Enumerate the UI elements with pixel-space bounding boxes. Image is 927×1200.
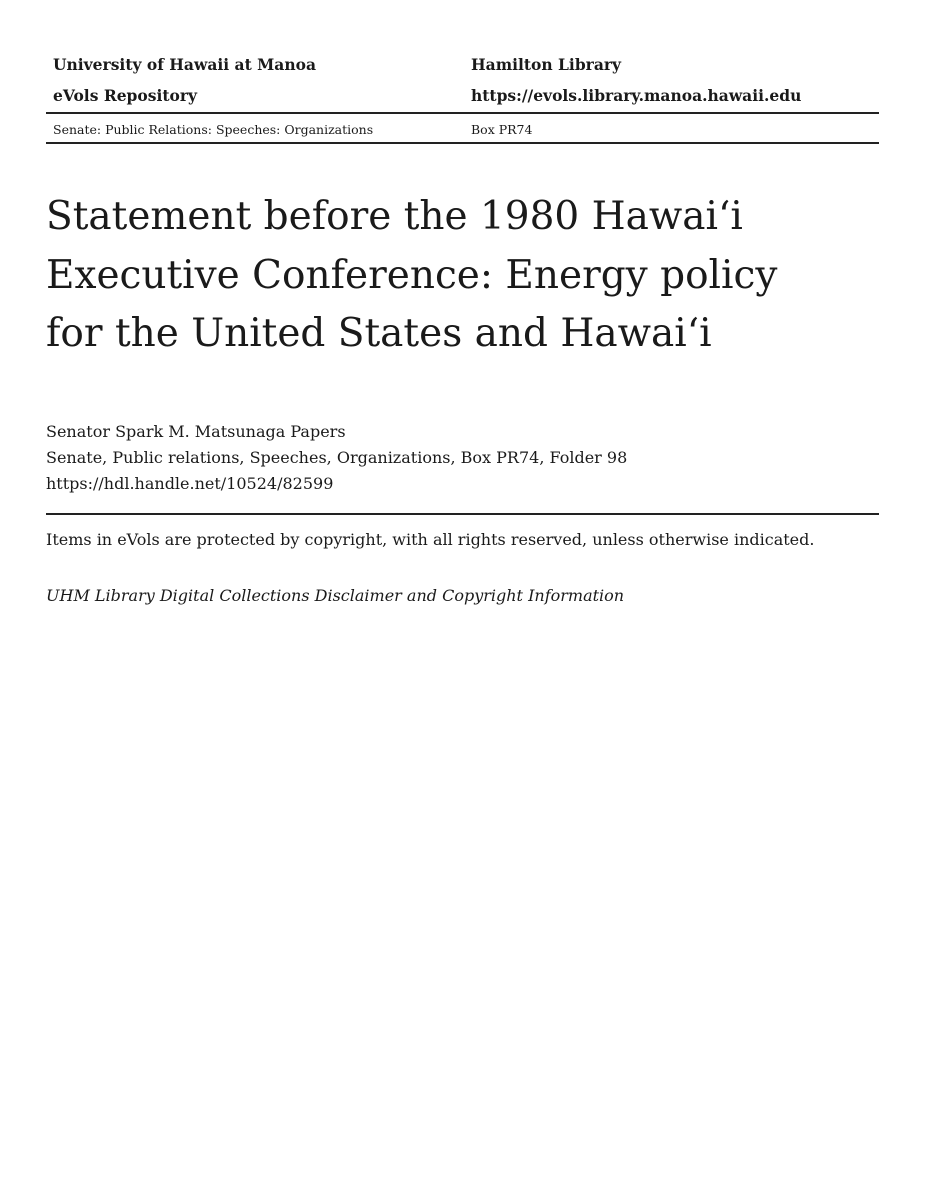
disclaimer-link[interactable]: UHM Library Digital Collections Disclaimer and Copyright Information xyxy=(46,586,625,605)
document-title: Statement before the 1980 Hawai‘i Executive Conference: Energy policy for the United States and Hawai‘i xyxy=(46,194,778,356)
collection-name: Senator Spark M. Matsunaga Papers xyxy=(46,422,346,441)
footer-divider xyxy=(46,513,879,515)
institution-name: University of Hawaii at Manoa xyxy=(53,55,316,74)
header-subrow xyxy=(46,114,879,142)
folder-location: Senate, Public relations, Speeches, Organizations, Box PR74, Folder 98 xyxy=(46,448,628,467)
rights-statement: Items in eVols are protected by copyright, with all rights reserved, unless otherwise indicated. xyxy=(46,530,815,549)
subheader-divider xyxy=(46,142,879,144)
collection-path: Senate: Public Relations: Speeches: Organizations xyxy=(53,122,374,137)
repository-name: eVols Repository xyxy=(53,86,198,105)
repository-url[interactable]: https://evols.library.manoa.hawaii.edu xyxy=(471,86,802,105)
document-metadata xyxy=(46,419,627,497)
header-row-1 xyxy=(46,50,879,81)
handle-link[interactable]: https://hdl.handle.net/10524/82599 xyxy=(46,474,334,493)
document-header xyxy=(46,50,879,144)
library-name: Hamilton Library xyxy=(471,55,622,74)
box-label: Box PR74 xyxy=(471,122,533,137)
header-row-2 xyxy=(46,81,879,112)
